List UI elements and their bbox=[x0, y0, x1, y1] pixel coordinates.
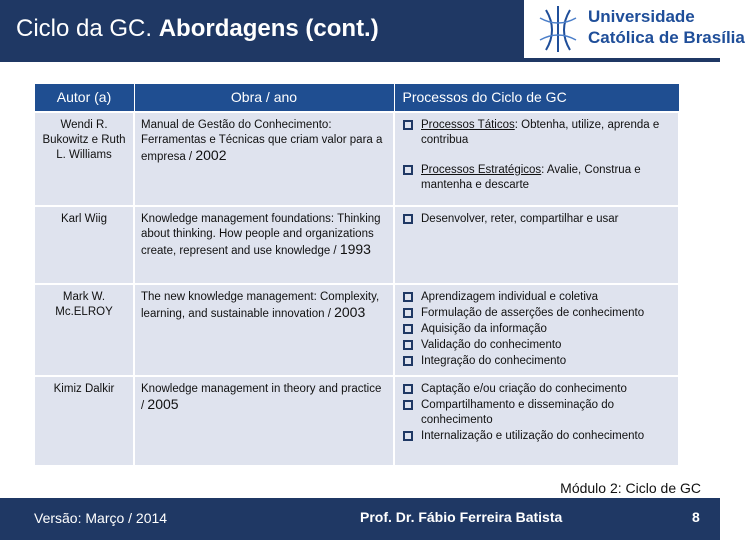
process-text: Compartilhamento e disseminação do conhecimento bbox=[421, 398, 615, 426]
work-year: 2002 bbox=[195, 146, 227, 163]
author-cell: Karl Wiig bbox=[34, 206, 134, 284]
work-cell bbox=[134, 376, 394, 466]
list-item bbox=[401, 338, 672, 353]
process-text: Aprendizagem individual e coletiva bbox=[421, 290, 599, 303]
title-bold: Abordagens (cont.) bbox=[158, 15, 379, 42]
checkbox-bullet-icon bbox=[403, 165, 413, 175]
work-cell bbox=[134, 206, 394, 284]
logo-line-1: Universidade bbox=[588, 7, 695, 26]
process-label: Processos Estratégicos bbox=[421, 163, 542, 176]
list-item bbox=[401, 290, 672, 305]
list-item bbox=[401, 118, 672, 148]
work-title: Manual de Gestão do Conhecimento: Ferramentas e Técnicas que criam valor para a empresa / bbox=[141, 118, 383, 163]
work-title: Knowledge management foundations: Thinking about thinking. How people and organizations create, represent and use knowledge / bbox=[141, 212, 381, 257]
slide-header bbox=[0, 0, 745, 62]
work-year: 2005 bbox=[147, 395, 179, 412]
process-text: : Obtenha, utilize, aprenda e contribua bbox=[421, 118, 660, 146]
checkbox-bullet-icon bbox=[403, 324, 413, 334]
checkbox-bullet-icon bbox=[403, 400, 413, 410]
list-item bbox=[401, 382, 672, 397]
university-logo-icon bbox=[536, 4, 580, 54]
process-text: Desenvolver, reter, compartilhar e usar bbox=[421, 212, 619, 225]
work-title: The new knowledge management: Complexity, learning, and sustainable innovation / bbox=[141, 290, 380, 320]
column-header-processes: Processos do Ciclo de GC bbox=[394, 84, 679, 112]
work-cell bbox=[134, 112, 394, 206]
column-header-author: Autor (a) bbox=[34, 84, 134, 112]
processes-cell bbox=[394, 376, 679, 466]
author-cell: Wendi R. Bukowitz e Ruth L. Williams bbox=[34, 112, 134, 206]
author-label: Prof. Dr. Fábio Ferreira Batista bbox=[360, 509, 563, 525]
checkbox-bullet-icon bbox=[403, 384, 413, 394]
work-title: Knowledge management in theory and practice / bbox=[141, 382, 382, 412]
university-logo bbox=[528, 0, 745, 58]
list-item bbox=[401, 306, 672, 321]
work-year: 1993 bbox=[339, 240, 371, 257]
header-divider bbox=[0, 58, 720, 62]
processes-cell bbox=[394, 112, 679, 206]
checkbox-bullet-icon bbox=[403, 356, 413, 366]
list-item bbox=[401, 163, 672, 193]
list-item bbox=[401, 398, 672, 428]
checkbox-bullet-icon bbox=[403, 120, 413, 130]
checkbox-bullet-icon bbox=[403, 214, 413, 224]
table-row bbox=[34, 206, 679, 284]
version-label: Versão: Março / 2014 bbox=[34, 510, 168, 526]
table-row bbox=[34, 376, 679, 466]
logo-text bbox=[588, 6, 745, 48]
list-item bbox=[401, 212, 672, 227]
process-text: Captação e/ou criação do conhecimento bbox=[421, 382, 627, 395]
work-year: 2003 bbox=[334, 303, 366, 320]
title-bar bbox=[0, 0, 524, 58]
process-text: Internalização e utilização do conhecimento bbox=[421, 429, 645, 442]
logo-line-2: Católica de Brasília bbox=[588, 28, 745, 47]
column-header-work: Obra / ano bbox=[134, 84, 394, 112]
processes-cell bbox=[394, 284, 679, 376]
process-text: Integração do conhecimento bbox=[421, 354, 567, 367]
processes-cell bbox=[394, 206, 679, 284]
slide-footer bbox=[0, 498, 720, 540]
approaches-table bbox=[33, 83, 680, 467]
slide-title bbox=[16, 15, 379, 43]
process-label: Processos Táticos bbox=[421, 118, 515, 131]
process-text: Aquisição da informação bbox=[421, 322, 547, 335]
list-item bbox=[401, 322, 672, 337]
table-header-row bbox=[34, 84, 679, 112]
title-regular: Ciclo da GC. bbox=[16, 15, 153, 42]
checkbox-bullet-icon bbox=[403, 308, 413, 318]
table-row bbox=[34, 112, 679, 206]
author-cell: Mark W. Mc.ELROY bbox=[34, 284, 134, 376]
table-row bbox=[34, 284, 679, 376]
checkbox-bullet-icon bbox=[403, 431, 413, 441]
list-item bbox=[401, 354, 672, 369]
page-number: 8 bbox=[692, 509, 700, 525]
author-cell: Kimiz Dalkir bbox=[34, 376, 134, 466]
process-text: Formulação de asserções de conhecimento bbox=[421, 306, 645, 319]
list-item bbox=[401, 429, 672, 444]
module-label: Módulo 2: Ciclo de GC bbox=[560, 480, 701, 496]
checkbox-bullet-icon bbox=[403, 292, 413, 302]
process-text: : Avalie, Construa e mantenha e descarte bbox=[421, 163, 641, 191]
checkbox-bullet-icon bbox=[403, 340, 413, 350]
process-text: Validação do conhecimento bbox=[421, 338, 562, 351]
work-cell bbox=[134, 284, 394, 376]
